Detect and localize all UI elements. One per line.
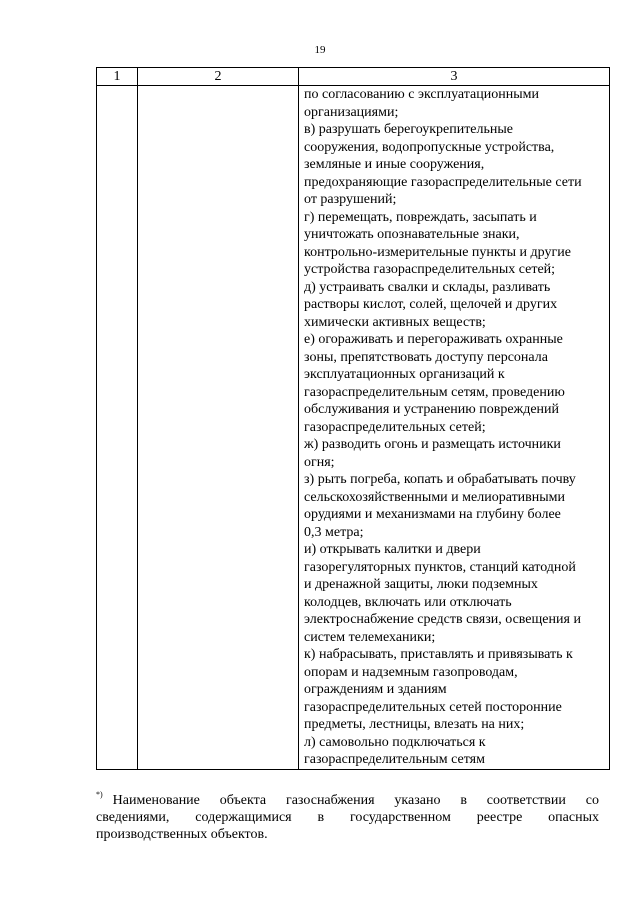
text-line: зоны, препятствовать доступу персонала [304, 349, 548, 365]
footnote-line [96, 786, 599, 809]
text-line: в) разрушать берегоукрепительные [304, 122, 514, 137]
page-number: 19 [314, 44, 326, 56]
text-line: 0,3 метра; [304, 524, 364, 540]
footnote-marker: *) [96, 790, 103, 799]
text-line: предохраняющие газораспределительные сети [304, 174, 582, 190]
footnote-line: сведениями, содержащимися в государственном реестре опасных [96, 810, 599, 825]
text-line: устройства газораспределительных сетей; [304, 262, 556, 277]
footnote-line: производственных объектов. [96, 827, 268, 842]
table-header-row [97, 68, 610, 86]
column-header-2: 2 [138, 68, 299, 86]
text-line: д) устраивать свалки и склады, разливать [304, 279, 551, 295]
text-line: газораспределительных сетей посторонние [304, 699, 562, 715]
column-header-3: 3 [299, 68, 610, 86]
text-line: и) открывать калитки и двери [304, 542, 481, 557]
text-line: к) набрасывать, приставлять и привязывать к [304, 647, 573, 662]
text-line: г) перемещать, повреждать, засыпать и [304, 209, 537, 225]
text-line: колодцев, включать или отключать [304, 594, 512, 610]
text-line: е) огораживать и перегораживать охранные [304, 332, 563, 347]
cell-col2 [138, 86, 299, 770]
text-line: обслуживания и устранению повреждений [304, 402, 560, 417]
text-line: газораспределительным сетям, проведению [304, 384, 565, 400]
text-line: газораспределительных сетей; [304, 419, 486, 435]
text-line: и дренажной защиты, люки подземных [304, 577, 538, 592]
text-line: ограждениям и зданиям [304, 682, 447, 697]
text-line: уничтожать опознавательные знаки, [304, 227, 520, 242]
footnote-text: Наименование объекта газоснабжения указано в соответствии со [112, 793, 599, 808]
cell-col3 [299, 86, 610, 770]
text-line: л) самовольно подключаться к [304, 734, 486, 750]
text-line: эксплуатационных организаций к [304, 367, 505, 382]
text-line: огня; [304, 454, 335, 470]
text-line: орудиями и механизмами на глубину более [304, 507, 561, 522]
text-line: предметы, лестницы, влезать на них; [304, 717, 525, 732]
text-line: растворы кислот, солей, щелочей и других [304, 297, 558, 312]
text-line: сельскохозяйственными и мелиоративными [304, 489, 566, 505]
text-line: организациями; [304, 104, 399, 120]
text-line: систем телемеханики; [304, 629, 436, 645]
text-line: опорам и надземным газопроводам, [304, 664, 518, 680]
footnote [96, 786, 599, 843]
requirements-table [96, 67, 610, 770]
text-line: химически активных веществ; [304, 314, 486, 330]
text-line: ж) разводить огонь и размещать источники [304, 437, 561, 452]
column-header-1: 1 [97, 68, 138, 86]
text-line: з) рыть погреба, копать и обрабатывать почву [304, 472, 576, 487]
text-line: электроснабжение средств связи, освещения и [304, 612, 581, 627]
restrictions-text [304, 86, 603, 769]
table-row [97, 86, 610, 770]
text-line: по согласованию с эксплуатационными [304, 87, 539, 102]
text-line: газорегуляторных пунктов, станций катодной [304, 559, 576, 575]
text-line: контрольно-измерительные пункты и другие [304, 244, 571, 260]
text-line: газораспределительным сетям [304, 752, 485, 767]
text-line: земляные и иные сооружения, [304, 157, 485, 172]
text-line: сооружения, водопропускные устройства, [304, 139, 555, 155]
cell-col1 [97, 86, 138, 770]
text-line: от разрушений; [304, 192, 397, 207]
